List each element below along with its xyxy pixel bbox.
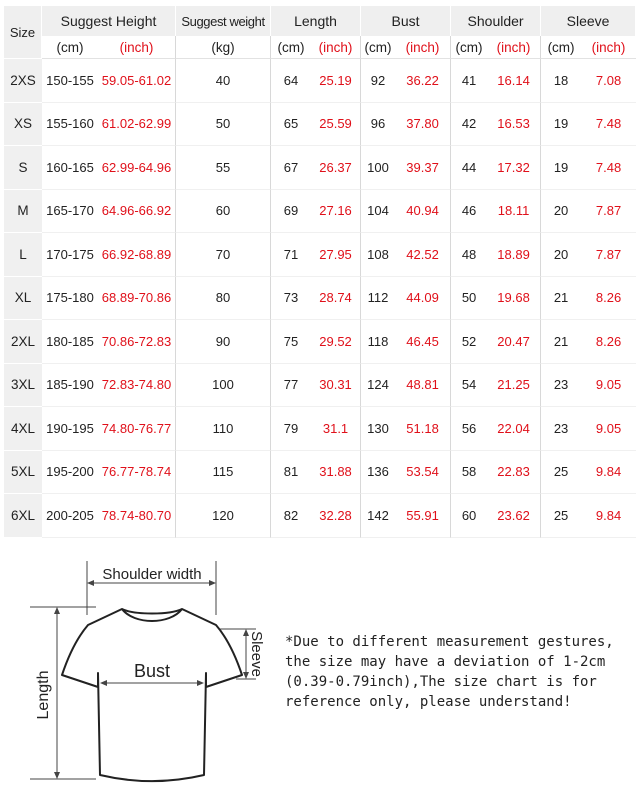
bust-cm-cell: 142 (361, 494, 395, 538)
weight-cell: 110 (176, 407, 271, 451)
length-cm-cell: 81 (271, 451, 311, 495)
weight-cell: 55 (176, 146, 271, 190)
weight-cell: 100 (176, 364, 271, 408)
table-row (4, 494, 636, 538)
table-row (4, 364, 636, 408)
sleeve-inch-cell: 7.48 (581, 103, 636, 147)
bust-cm-cell: 112 (361, 277, 395, 321)
bust-label: Bust (133, 661, 171, 681)
sleeve-cm-cell: 23 (541, 407, 581, 451)
shoulder-cm-cell: 44 (451, 146, 487, 190)
size-cell: XL (4, 277, 42, 321)
sleeve-dimension (220, 629, 265, 679)
unit-header-row (4, 36, 636, 59)
shoulder-inch-cell: 17.32 (487, 146, 541, 190)
length-cm-cell: 82 (271, 494, 311, 538)
unit-cm: (cm) (361, 36, 395, 59)
height-cm-cell: 180-185 (42, 320, 98, 364)
measurement-note (285, 632, 630, 712)
height-cm-cell: 190-195 (42, 407, 98, 451)
length-inch-cell: 25.19 (311, 59, 361, 103)
length-inch-cell: 31.1 (311, 407, 361, 451)
length-header: Length (271, 6, 361, 36)
bust-cm-cell: 100 (361, 146, 395, 190)
bust-inch-cell: 44.09 (395, 277, 451, 321)
note-line: (0.39-0.79inch),The size chart is for (285, 674, 597, 690)
unit-kg: (kg) (176, 36, 271, 59)
shoulder-inch-cell: 18.89 (487, 233, 541, 277)
weight-cell: 115 (176, 451, 271, 495)
unit-inch: (inch) (581, 36, 636, 59)
sleeve-inch-cell: 7.87 (581, 190, 636, 234)
suggest-height-header: Suggest Height (42, 6, 176, 36)
shoulder-inch-cell: 23.62 (487, 494, 541, 538)
table-row (4, 233, 636, 277)
length-inch-cell: 26.37 (311, 146, 361, 190)
sleeve-cm-cell: 23 (541, 364, 581, 408)
height-cm-cell: 175-180 (42, 277, 98, 321)
sleeve-inch-cell: 7.08 (581, 59, 636, 103)
table-row (4, 407, 636, 451)
weight-cell: 70 (176, 233, 271, 277)
table-row (4, 190, 636, 234)
length-cm-cell: 77 (271, 364, 311, 408)
height-inch-cell: 59.05-61.02 (98, 59, 176, 103)
size-chart-table (4, 6, 636, 538)
shoulder-cm-cell: 54 (451, 364, 487, 408)
height-inch-cell: 62.99-64.96 (98, 146, 176, 190)
shoulder-inch-cell: 16.14 (487, 59, 541, 103)
sleeve-cm-cell: 19 (541, 103, 581, 147)
table-row (4, 320, 636, 364)
bust-cm-cell: 104 (361, 190, 395, 234)
collar-line (122, 609, 182, 621)
shoulder-header: Shoulder (451, 6, 541, 36)
sleeve-cm-cell: 21 (541, 320, 581, 364)
sleeve-inch-cell: 9.84 (581, 494, 636, 538)
height-cm-cell: 170-175 (42, 233, 98, 277)
bust-inch-cell: 46.45 (395, 320, 451, 364)
length-inch-cell: 32.28 (311, 494, 361, 538)
size-rows (4, 59, 636, 538)
length-cm-cell: 64 (271, 59, 311, 103)
shoulder-inch-cell: 19.68 (487, 277, 541, 321)
bust-cm-cell: 124 (361, 364, 395, 408)
weight-cell: 40 (176, 59, 271, 103)
height-cm-cell: 195-200 (42, 451, 98, 495)
table-row (4, 103, 636, 147)
sleeve-inch-cell: 9.84 (581, 451, 636, 495)
unit-inch: (inch) (311, 36, 361, 59)
length-cm-cell: 67 (271, 146, 311, 190)
shoulder-cm-cell: 41 (451, 59, 487, 103)
height-cm-cell: 165-170 (42, 190, 98, 234)
length-inch-cell: 29.52 (311, 320, 361, 364)
sleeve-inch-cell: 7.48 (581, 146, 636, 190)
size-cell: L (4, 233, 42, 277)
bust-cm-cell: 92 (361, 59, 395, 103)
shoulder-cm-cell: 60 (451, 494, 487, 538)
shoulder-cm-cell: 50 (451, 277, 487, 321)
bust-cm-cell: 108 (361, 233, 395, 277)
bust-cm-cell: 96 (361, 103, 395, 147)
height-cm-cell: 185-190 (42, 364, 98, 408)
size-cell: 4XL (4, 407, 42, 451)
length-cm-cell: 73 (271, 277, 311, 321)
sleeve-inch-cell: 7.87 (581, 233, 636, 277)
length-cm-cell: 69 (271, 190, 311, 234)
weight-cell: 120 (176, 494, 271, 538)
table-row (4, 277, 636, 321)
length-cm-cell: 79 (271, 407, 311, 451)
bust-inch-cell: 40.94 (395, 190, 451, 234)
note-line: *Due to different measurement gestures, (285, 634, 614, 650)
bust-header: Bust (361, 6, 451, 36)
table-header-row (4, 6, 636, 36)
unit-inch: (inch) (487, 36, 541, 59)
bust-inch-cell: 39.37 (395, 146, 451, 190)
height-inch-cell: 68.89-70.86 (98, 277, 176, 321)
length-inch-cell: 25.59 (311, 103, 361, 147)
length-inch-cell: 28.74 (311, 277, 361, 321)
shoulder-inch-cell: 22.04 (487, 407, 541, 451)
size-cell: 2XL (4, 320, 42, 364)
unit-inch: (inch) (395, 36, 451, 59)
bust-dimension (100, 661, 204, 686)
sleeve-inch-cell: 9.05 (581, 407, 636, 451)
shoulder-inch-cell: 16.53 (487, 103, 541, 147)
height-inch-cell: 72.83-74.80 (98, 364, 176, 408)
sleeve-cm-cell: 18 (541, 59, 581, 103)
size-cell: 2XS (4, 59, 42, 103)
shoulder-inch-cell: 22.83 (487, 451, 541, 495)
sleeve-header: Sleeve (541, 6, 636, 36)
bust-inch-cell: 51.18 (395, 407, 451, 451)
shoulder-inch-cell: 20.47 (487, 320, 541, 364)
table-row (4, 59, 636, 103)
length-inch-cell: 31.88 (311, 451, 361, 495)
weight-cell: 80 (176, 277, 271, 321)
sleeve-cm-cell: 20 (541, 190, 581, 234)
sleeve-inch-cell: 8.26 (581, 320, 636, 364)
sleeve-cm-cell: 19 (541, 146, 581, 190)
length-inch-cell: 30.31 (311, 364, 361, 408)
shoulder-cm-cell: 58 (451, 451, 487, 495)
unit-cm: (cm) (42, 36, 98, 59)
unit-cm: (cm) (541, 36, 581, 59)
height-inch-cell: 66.92-68.89 (98, 233, 176, 277)
sleeve-label: Sleeve (248, 631, 265, 677)
height-inch-cell: 76.77-78.74 (98, 451, 176, 495)
size-cell: XS (4, 103, 42, 147)
unit-cm: (cm) (451, 36, 487, 59)
size-cell: 5XL (4, 451, 42, 495)
height-inch-cell: 70.86-72.83 (98, 320, 176, 364)
length-inch-cell: 27.95 (311, 233, 361, 277)
shoulder-cm-cell: 42 (451, 103, 487, 147)
shoulder-width-dimension (87, 561, 216, 615)
shoulder-cm-cell: 48 (451, 233, 487, 277)
size-cell: M (4, 190, 42, 234)
bust-cm-cell: 118 (361, 320, 395, 364)
bust-inch-cell: 36.22 (395, 59, 451, 103)
bust-inch-cell: 42.52 (395, 233, 451, 277)
height-inch-cell: 61.02-62.99 (98, 103, 176, 147)
sleeve-cm-cell: 21 (541, 277, 581, 321)
size-cell: 3XL (4, 364, 42, 408)
shoulder-cm-cell: 52 (451, 320, 487, 364)
bust-inch-cell: 53.54 (395, 451, 451, 495)
height-cm-cell: 150-155 (42, 59, 98, 103)
bust-cm-cell: 136 (361, 451, 395, 495)
unit-cm: (cm) (271, 36, 311, 59)
tshirt-measurement-diagram (30, 555, 280, 787)
size-cell: 6XL (4, 494, 42, 538)
unit-inch: (inch) (98, 36, 176, 59)
bust-inch-cell: 55.91 (395, 494, 451, 538)
bust-cm-cell: 130 (361, 407, 395, 451)
length-inch-cell: 27.16 (311, 190, 361, 234)
sleeve-cm-cell: 20 (541, 233, 581, 277)
bust-inch-cell: 37.80 (395, 103, 451, 147)
length-cm-cell: 71 (271, 233, 311, 277)
note-line: reference only, please understand! (285, 694, 572, 710)
height-cm-cell: 155-160 (42, 103, 98, 147)
weight-cell: 60 (176, 190, 271, 234)
table-row (4, 451, 636, 495)
table-row (4, 146, 636, 190)
length-label: Length (35, 670, 52, 720)
height-inch-cell: 74.80-76.77 (98, 407, 176, 451)
height-cm-cell: 200-205 (42, 494, 98, 538)
length-cm-cell: 65 (271, 103, 311, 147)
sleeve-inch-cell: 8.26 (581, 277, 636, 321)
height-inch-cell: 64.96-66.92 (98, 190, 176, 234)
note-line: the size may have a deviation of 1-2cm (285, 654, 606, 670)
length-cm-cell: 75 (271, 320, 311, 364)
sleeve-cm-cell: 25 (541, 494, 581, 538)
shoulder-cm-cell: 56 (451, 407, 487, 451)
suggest-weight-header: Suggest weight (176, 6, 271, 36)
bust-inch-cell: 48.81 (395, 364, 451, 408)
shoulder-inch-cell: 18.11 (487, 190, 541, 234)
tshirt-outline (62, 609, 242, 781)
weight-cell: 90 (176, 320, 271, 364)
size-header: Size (4, 6, 42, 59)
shoulder-width-label: Shoulder width (102, 566, 202, 583)
sleeve-inch-cell: 9.05 (581, 364, 636, 408)
size-cell: S (4, 146, 42, 190)
sleeve-cm-cell: 25 (541, 451, 581, 495)
height-inch-cell: 78.74-80.70 (98, 494, 176, 538)
weight-cell: 50 (176, 103, 271, 147)
shoulder-inch-cell: 21.25 (487, 364, 541, 408)
shoulder-cm-cell: 46 (451, 190, 487, 234)
length-dimension (30, 607, 96, 779)
height-cm-cell: 160-165 (42, 146, 98, 190)
